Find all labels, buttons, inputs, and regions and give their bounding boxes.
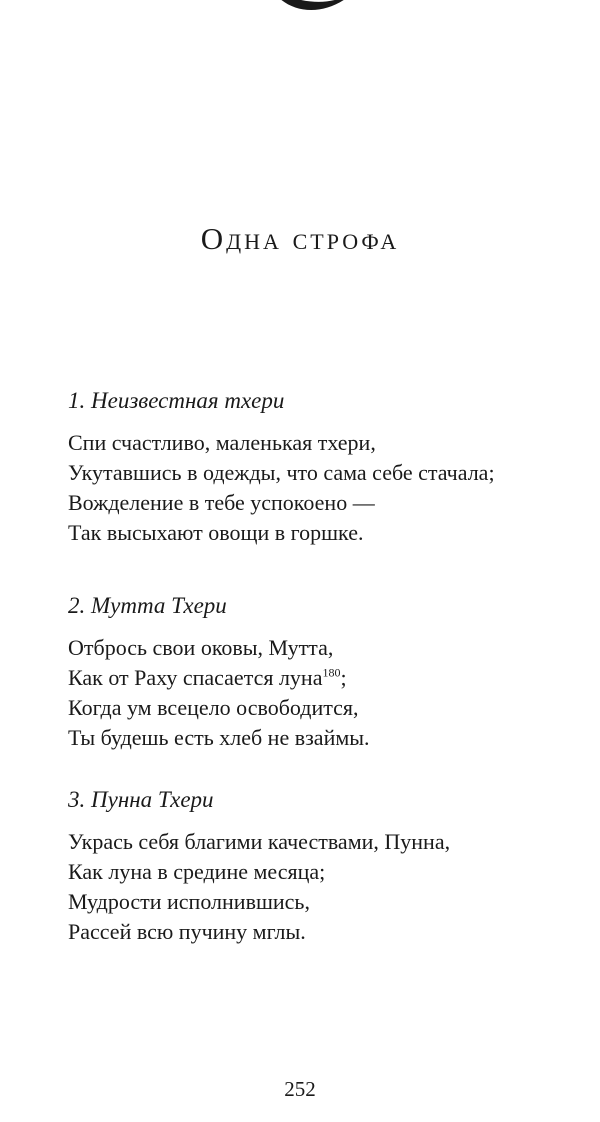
- poem-2: [68, 591, 568, 753]
- poem-line: Как луна в средине месяца;: [68, 859, 326, 884]
- poem-3: [68, 785, 568, 947]
- poem-line: Когда ум всецело освободится,: [68, 695, 359, 720]
- poem-heading: 1. Неизвестная тхери: [68, 388, 285, 413]
- poem-line-tail: ;: [340, 665, 347, 690]
- poem-line: Укрась себя благими качествами, Пунна,: [68, 829, 451, 854]
- poem-line: Ты будешь есть хлеб не взаймы.: [68, 725, 370, 750]
- page-number: 252: [284, 1077, 316, 1101]
- poem-line-text: Как от Раху спасается луна: [68, 665, 323, 690]
- poem-1: [68, 386, 568, 548]
- poem-line: Укутавшись в одежды, что сама себе стачала;: [68, 460, 495, 485]
- poem-line: Вожделение в тебе успокоено —: [68, 490, 375, 515]
- top-ornament: [270, 0, 360, 20]
- footnote-marker[interactable]: 180: [322, 665, 341, 680]
- poem-line: Спи счастливо, маленькая тхери,: [68, 430, 376, 455]
- poem-line: Отбрось свои оковы, Мутта,: [68, 635, 334, 660]
- poem-heading: 3. Пунна Тхери: [68, 787, 214, 812]
- poem-line-with-footnote: [68, 663, 568, 693]
- poem-line: Рассей всю пучину мглы.: [68, 919, 306, 944]
- poem-line: Так высыхают овощи в горшке.: [68, 520, 364, 545]
- poem-heading: 2. Мутта Тхери: [68, 593, 227, 618]
- section-title: Одна строфа: [200, 221, 400, 256]
- poem-line: Мудрости исполнившись,: [68, 889, 310, 914]
